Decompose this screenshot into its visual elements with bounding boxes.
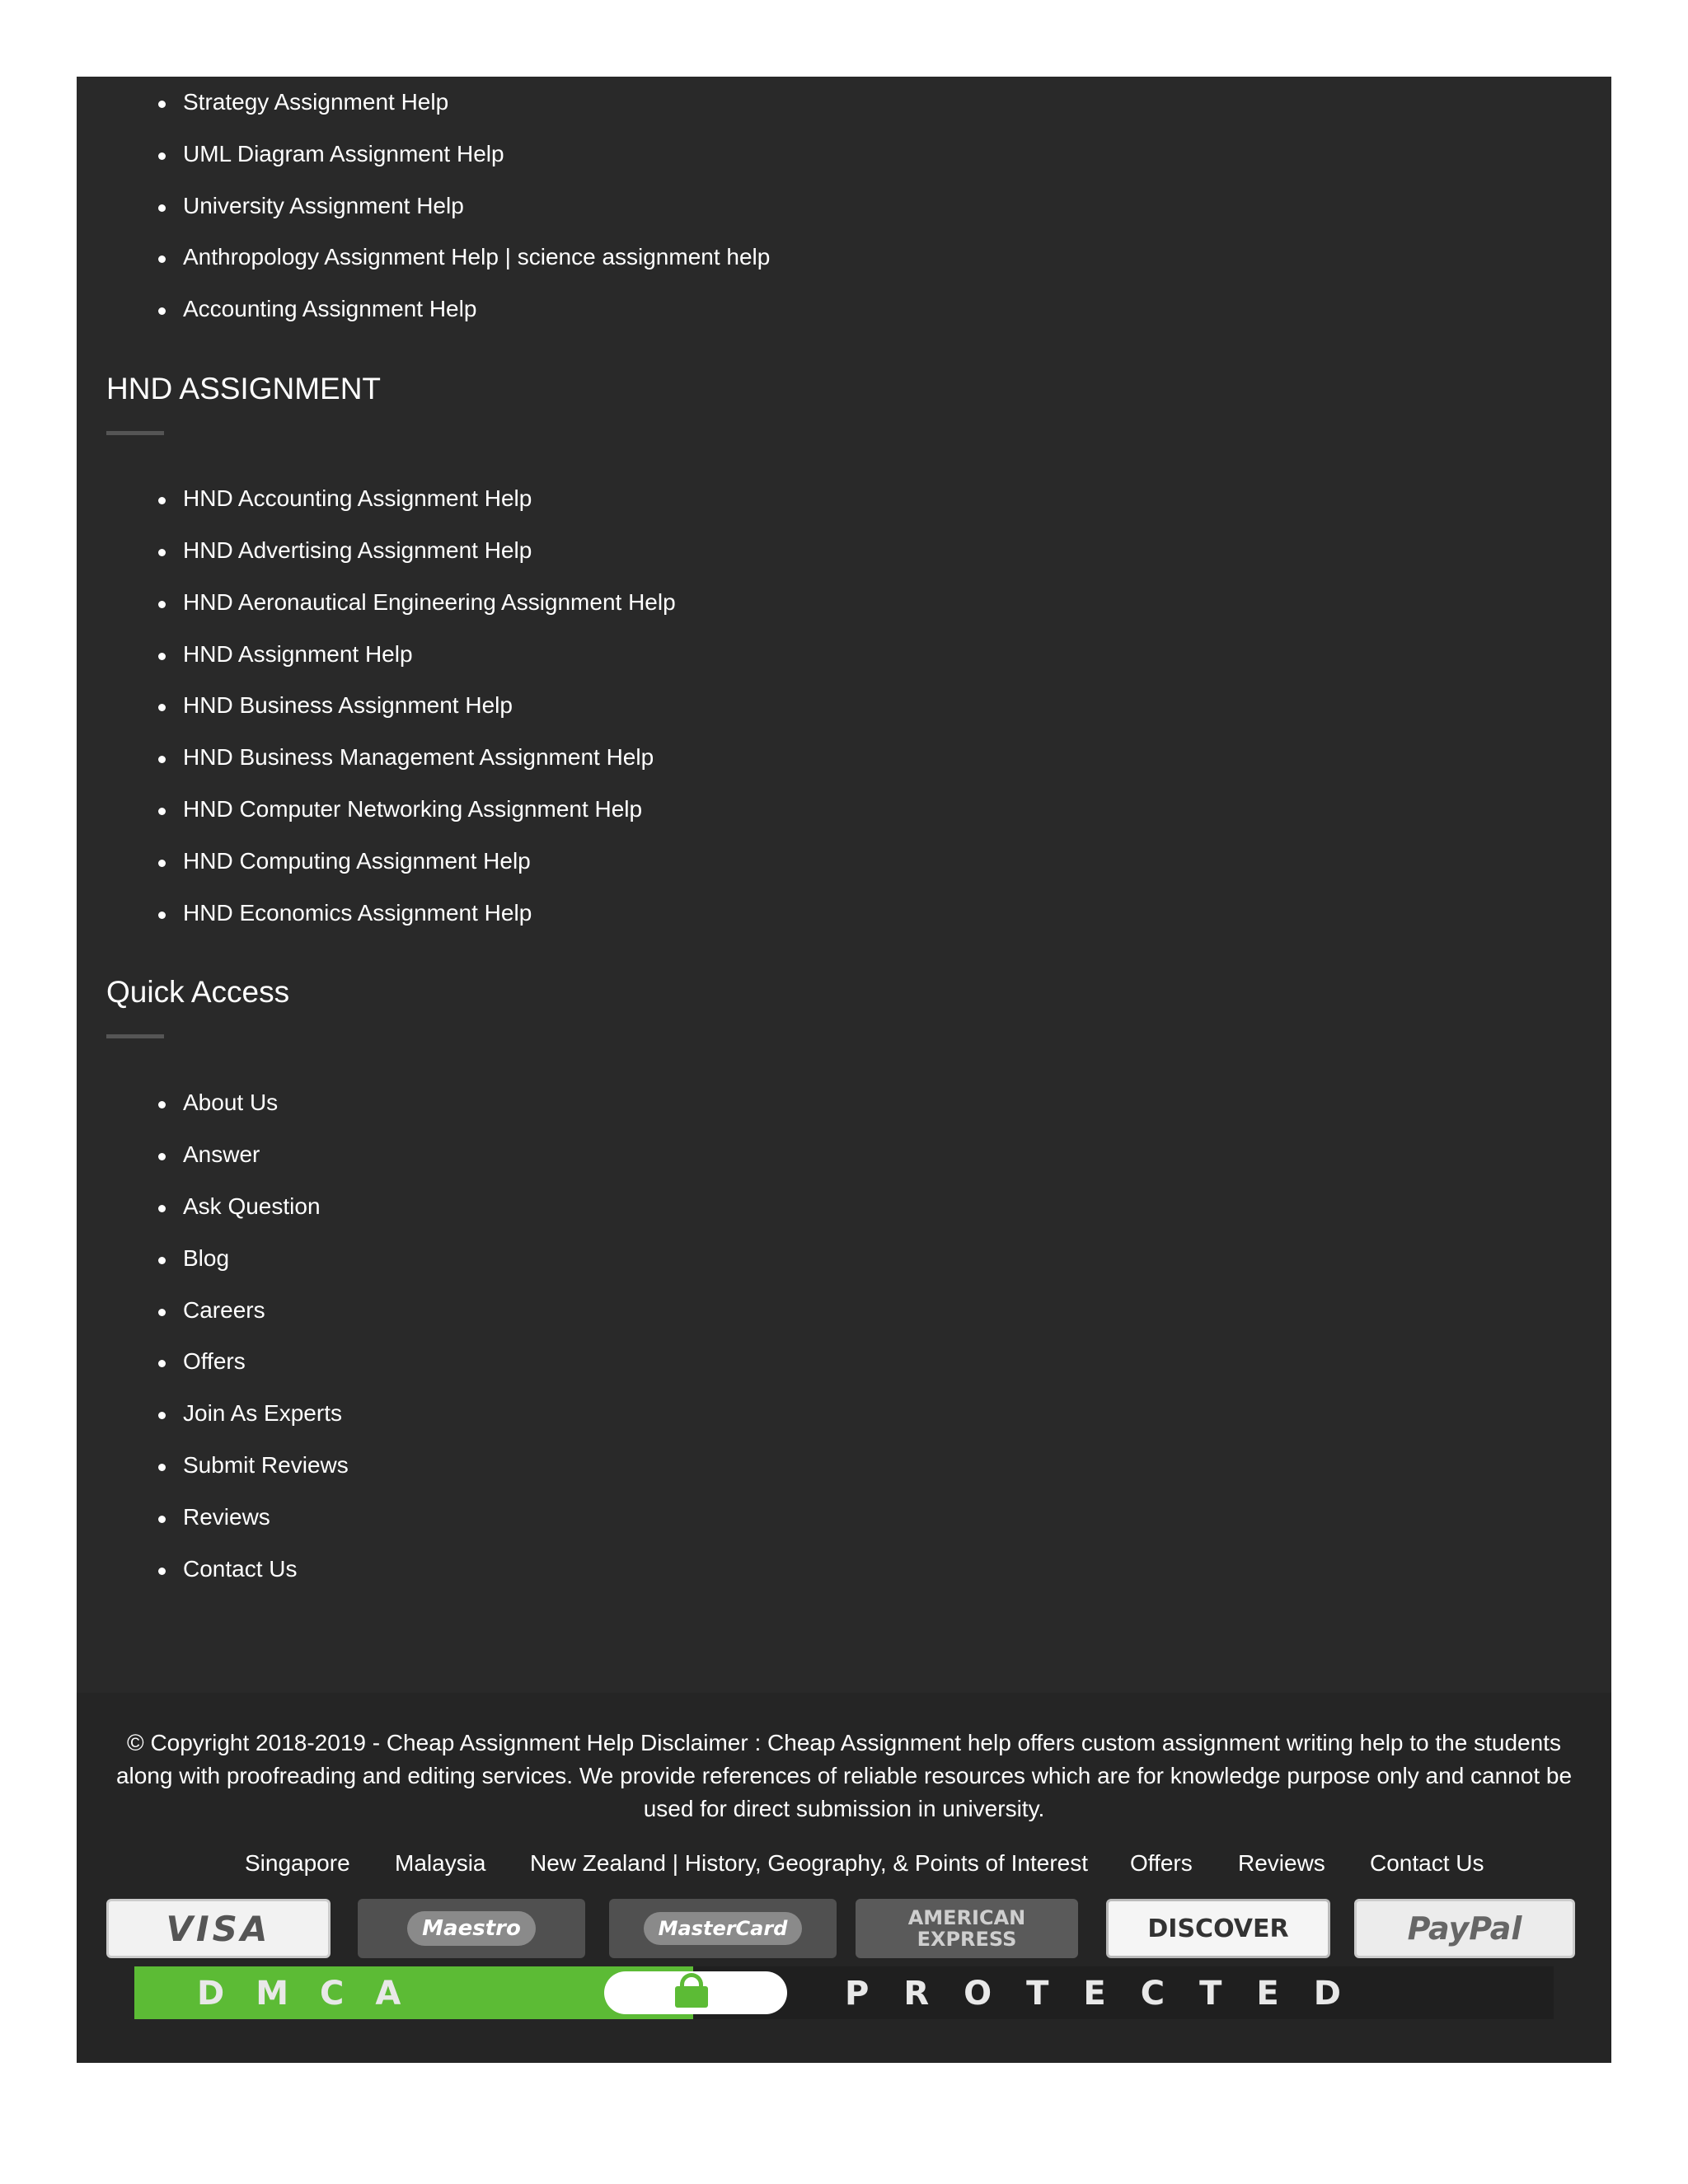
bullet-icon bbox=[158, 808, 166, 815]
list-item[interactable] bbox=[183, 88, 448, 116]
list-item[interactable] bbox=[183, 588, 676, 616]
list-item[interactable] bbox=[183, 1399, 342, 1427]
bullet-icon bbox=[158, 860, 166, 867]
quick-link-submit-reviews[interactable]: Submit Reviews bbox=[183, 1452, 349, 1478]
bullet-icon bbox=[158, 1101, 166, 1108]
title-divider bbox=[106, 1034, 164, 1038]
list-item[interactable] bbox=[183, 243, 770, 271]
paypal-logo bbox=[1354, 1899, 1575, 1958]
quick-link-contact-us[interactable]: Contact Us bbox=[183, 1556, 298, 1582]
bullet-icon bbox=[158, 1205, 166, 1212]
list-item[interactable] bbox=[183, 1555, 298, 1583]
nav-link-new-zealand[interactable]: New Zealand | History, Geography, & Points of Interest bbox=[530, 1850, 1088, 1876]
bottom-nav bbox=[77, 1847, 1611, 1880]
footer-link[interactable]: HND Aeronautical Engineering Assignment Help bbox=[183, 589, 676, 615]
bullet-icon bbox=[158, 497, 166, 504]
list-item[interactable] bbox=[183, 795, 642, 823]
nav-link-reviews[interactable]: Reviews bbox=[1238, 1850, 1325, 1876]
bullet-icon bbox=[158, 1412, 166, 1419]
footer-link[interactable]: HND Business Management Assignment Help bbox=[183, 744, 654, 770]
bullet-icon bbox=[158, 255, 166, 263]
list-item[interactable] bbox=[183, 192, 464, 220]
maestro-logo-text: Maestro bbox=[407, 1911, 536, 1946]
mastercard-logo-text: MasterCard bbox=[644, 1912, 803, 1945]
bullet-icon bbox=[158, 1153, 166, 1160]
list-item[interactable] bbox=[183, 140, 504, 168]
bullet-icon bbox=[158, 756, 166, 763]
list-item[interactable] bbox=[183, 1244, 229, 1272]
list-item[interactable] bbox=[183, 691, 513, 719]
visa-logo-text: VISA bbox=[166, 1908, 271, 1949]
list-item[interactable] bbox=[183, 295, 476, 323]
footer-link[interactable]: HND Assignment Help bbox=[183, 641, 413, 667]
list-item[interactable] bbox=[183, 1347, 246, 1376]
list-item[interactable] bbox=[183, 640, 413, 668]
paypal-logo-text: PayPal bbox=[1407, 1910, 1522, 1947]
title-divider bbox=[106, 431, 164, 435]
list-item[interactable] bbox=[183, 1451, 349, 1479]
footer-link[interactable]: Strategy Assignment Help bbox=[183, 89, 449, 115]
bullet-icon bbox=[158, 601, 166, 608]
dmca-text: DMCA bbox=[197, 1975, 433, 2013]
hnd-section-title: HND ASSIGNMENT bbox=[106, 372, 382, 405]
list-item[interactable] bbox=[183, 485, 532, 513]
bullet-icon bbox=[158, 549, 166, 556]
mastercard-logo bbox=[609, 1899, 837, 1958]
list-item[interactable] bbox=[183, 1193, 321, 1221]
list-item[interactable] bbox=[183, 847, 531, 875]
footer-link[interactable]: Accounting Assignment Help bbox=[183, 296, 477, 321]
footer-link[interactable]: HND Advertising Assignment Help bbox=[183, 537, 532, 563]
quick-link-join-as-experts[interactable]: Join As Experts bbox=[183, 1400, 342, 1426]
footer-link[interactable]: HND Business Assignment Help bbox=[183, 692, 513, 718]
list-item[interactable] bbox=[183, 537, 532, 565]
site-footer bbox=[77, 77, 1611, 2063]
footer-link[interactable]: HND Accounting Assignment Help bbox=[183, 485, 532, 511]
quick-link-about-us[interactable]: About Us bbox=[183, 1090, 279, 1115]
bullet-icon bbox=[158, 912, 166, 919]
footer-link[interactable]: UML Diagram Assignment Help bbox=[183, 141, 504, 166]
quick-link-offers[interactable]: Offers bbox=[183, 1348, 246, 1374]
nav-link-singapore[interactable]: Singapore bbox=[245, 1850, 350, 1876]
dmca-protected-badge[interactable] bbox=[134, 1966, 1554, 2019]
list-item[interactable] bbox=[183, 1503, 270, 1531]
maestro-logo bbox=[358, 1899, 585, 1958]
footer-link[interactable]: HND Computer Networking Assignment Help bbox=[183, 796, 643, 822]
amex-logo-text: AMERICAN EXPRESS bbox=[907, 1906, 1026, 1951]
bullet-icon bbox=[158, 101, 166, 108]
visa-logo bbox=[106, 1899, 331, 1958]
nav-link-offers[interactable]: Offers bbox=[1130, 1850, 1193, 1876]
american-express-logo bbox=[856, 1899, 1078, 1958]
quick-link-reviews[interactable]: Reviews bbox=[183, 1504, 270, 1530]
bullet-icon bbox=[158, 1257, 166, 1264]
copyright-disclaimer: © Copyright 2018-2019 - Cheap Assignment Help Disclaimer : Cheap Assignment help offers custom assignment writing help to the students along with proofreading and editing services. We provide references of reliable resources which are for knowledge purpose only and cannot be used for direct submission in university. bbox=[115, 1730, 1573, 1821]
quick-link-blog[interactable]: Blog bbox=[183, 1245, 230, 1271]
footer-link[interactable]: University Assignment Help bbox=[183, 193, 464, 218]
quick-link-answer[interactable]: Answer bbox=[183, 1141, 260, 1167]
bullet-icon bbox=[158, 1309, 166, 1316]
bullet-icon bbox=[158, 1516, 166, 1523]
nav-link-malaysia[interactable]: Malaysia bbox=[395, 1850, 486, 1876]
list-item[interactable] bbox=[183, 899, 532, 927]
bullet-icon bbox=[158, 1464, 166, 1471]
bullet-icon bbox=[158, 204, 166, 212]
bullet-icon bbox=[158, 307, 166, 315]
nav-link-contact-us[interactable]: Contact Us bbox=[1370, 1850, 1484, 1876]
discover-logo-text: DISCOVER bbox=[1147, 1914, 1289, 1943]
footer-link[interactable]: Anthropology Assignment Help | science assignment help bbox=[183, 244, 771, 269]
protected-text: PROTECTED bbox=[845, 1975, 1376, 2013]
footer-link[interactable]: HND Economics Assignment Help bbox=[183, 900, 532, 926]
footer-link[interactable]: HND Computing Assignment Help bbox=[183, 848, 531, 874]
list-item[interactable] bbox=[183, 743, 654, 771]
bullet-icon bbox=[158, 1360, 166, 1367]
quick-access-title: Quick Access bbox=[106, 975, 290, 1009]
bullet-icon bbox=[158, 653, 166, 660]
lock-icon bbox=[604, 1971, 787, 2014]
list-item[interactable] bbox=[183, 1089, 278, 1117]
quick-link-careers[interactable]: Careers bbox=[183, 1297, 265, 1323]
bullet-icon bbox=[158, 704, 166, 711]
lock-body bbox=[675, 1986, 708, 2008]
bullet-icon bbox=[158, 152, 166, 160]
list-item[interactable] bbox=[183, 1141, 260, 1169]
bullet-icon bbox=[158, 1568, 166, 1575]
discover-logo bbox=[1106, 1899, 1330, 1958]
list-item[interactable] bbox=[183, 1296, 265, 1324]
quick-link-ask-question[interactable]: Ask Question bbox=[183, 1193, 321, 1219]
